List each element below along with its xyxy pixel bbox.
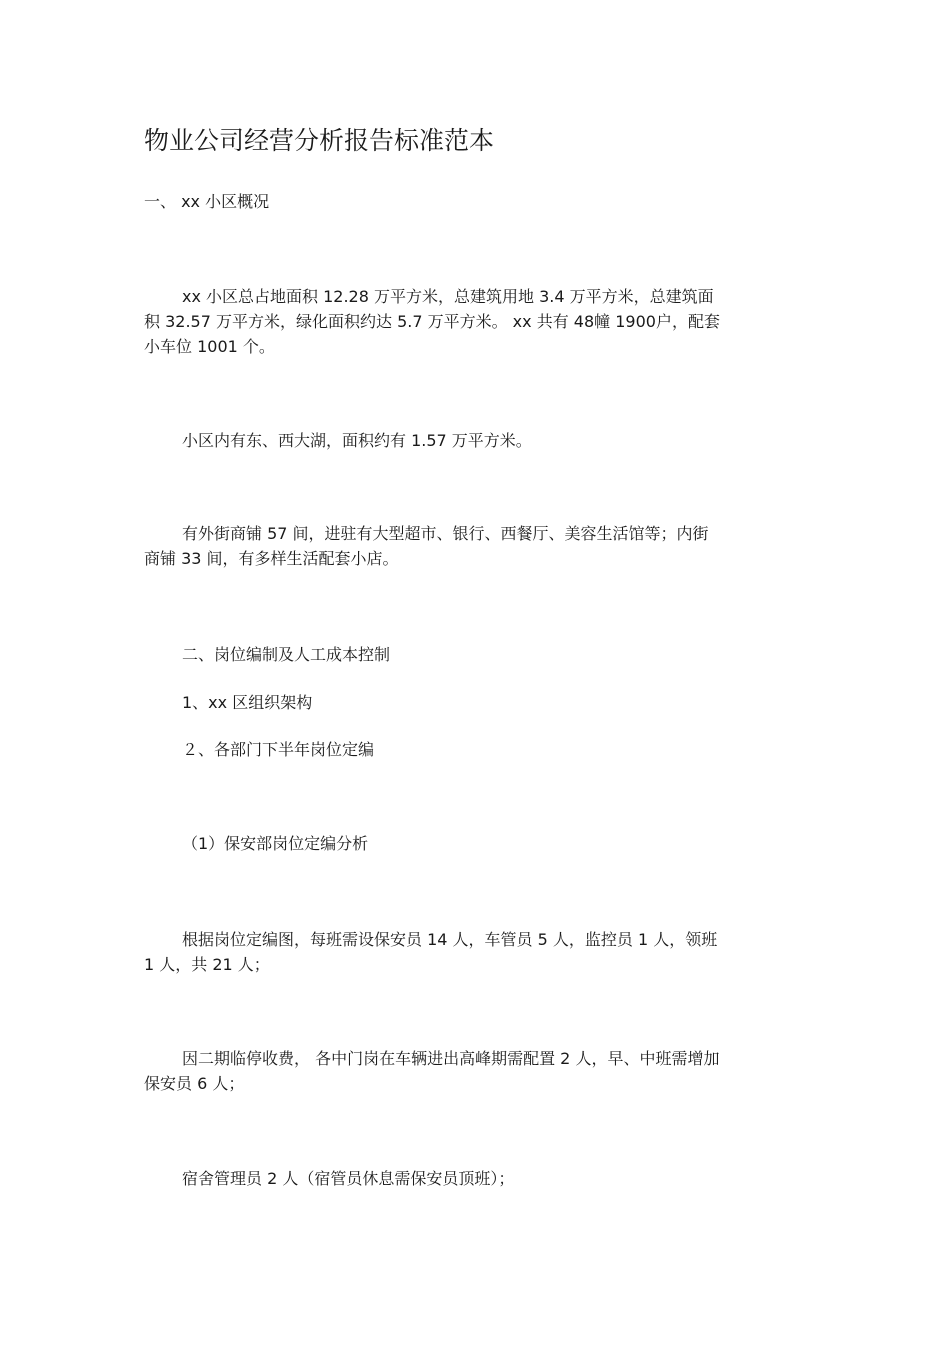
section-1-heading: 一、 xx 小区概况 — [144, 192, 270, 211]
paragraph-line: 根据岗位定编图，每班需设保安员 14 人，车管员 5 人，监控员 1 人，领班 — [182, 930, 718, 949]
paragraph-line: 积 32.57 万平方米，绿化面积约达 5.7 万平方米。 xx 共有 48幢 1900户，配套 — [144, 312, 720, 331]
paragraph-line: 1 人，共 21 人； — [144, 955, 270, 974]
paragraph-line: 因二期临停收费， 各中门岗在车辆进出高峰期需配置 2 人，早、中班需增加 — [182, 1049, 720, 1068]
paragraph-site-overview — [144, 284, 804, 359]
paragraph-parking-fee — [144, 1046, 804, 1096]
subsection-org-structure: 1、xx 区组织架构 — [182, 693, 313, 712]
paragraph-line: 保安员 6 人； — [144, 1074, 245, 1093]
paragraph-line: xx 小区总占地面积 12.28 万平方米，总建筑用地 3.4 万平方米，总建筑面 — [182, 287, 714, 306]
paragraph-line: 小车位 1001 个。 — [144, 337, 275, 356]
paragraph-dorm-manager: 宿舍管理员 2 人（宿管员休息需保安员顶班）； — [182, 1169, 515, 1188]
subsection-security-staffing: （1）保安部岗位定编分析 — [182, 834, 369, 853]
paragraph-lakes: 小区内有东、西大湖，面积约有 1.57 万平方米。 — [182, 431, 532, 450]
paragraph-shops — [144, 521, 804, 571]
paragraph-line: 商铺 33 间，有多样生活配套小店。 — [144, 549, 399, 568]
paragraph-line: 有外街商铺 57 间，进驻有大型超市、银行、西餐厅、美容生活馆等；内街 — [182, 524, 709, 543]
document-title: 物业公司经营分析报告标准范本 — [144, 126, 495, 155]
subsection-staffing: ２、各部门下半年岗位定编 — [182, 740, 375, 759]
section-2-heading: 二、岗位编制及人工成本控制 — [182, 645, 391, 664]
paragraph-security-count — [144, 927, 804, 977]
